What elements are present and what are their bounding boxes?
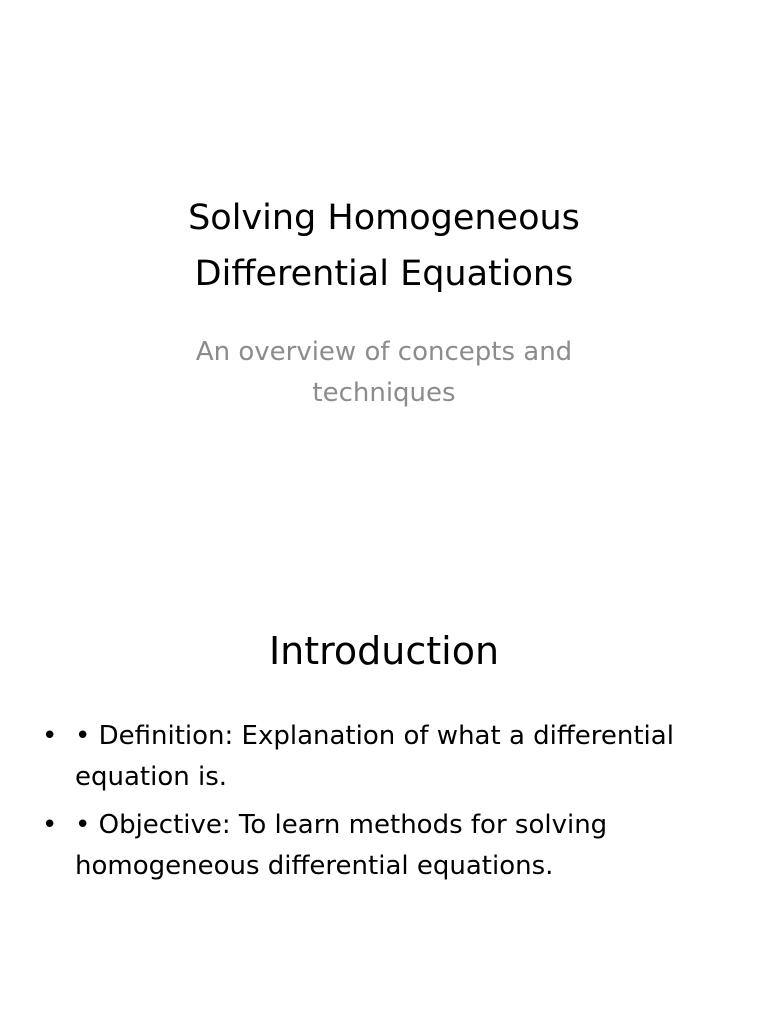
slide-title-line-1: Solving Homogeneous — [188, 198, 580, 238]
slide-heading: Introduction — [268, 629, 500, 673]
bullet-item-definition — [42, 716, 732, 798]
slide-subtitle-line-1: An overview of concepts and — [195, 337, 573, 367]
bullet-item-objective — [42, 805, 732, 887]
bullet-text-line-1: • Objective: To learn methods for solving — [75, 810, 608, 840]
introduction-slide — [0, 576, 768, 1024]
slide-subtitle-line-2: techniques — [312, 378, 456, 408]
bullet-marker: • — [42, 810, 58, 840]
bullet-text-line-2: equation is. — [75, 762, 228, 792]
bullet-list — [42, 716, 732, 894]
slide-subtitle — [0, 332, 768, 414]
slide-title — [0, 190, 768, 302]
bullet-text-line-1: • Definition: Explanation of what a differential — [75, 721, 674, 751]
bullet-marker: • — [42, 721, 58, 751]
slide-title-line-2: Differential Equations — [194, 254, 574, 294]
bullet-text-line-2: homogeneous differential equations. — [75, 851, 554, 881]
